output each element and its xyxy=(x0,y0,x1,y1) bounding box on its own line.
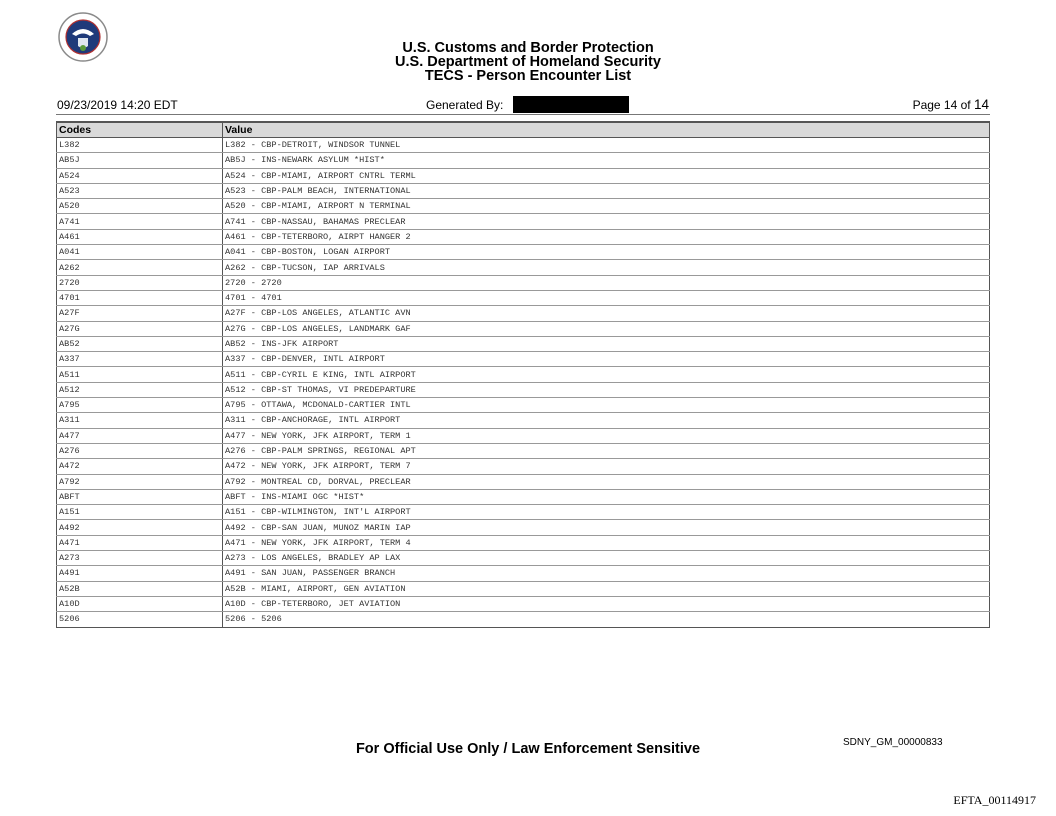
code-cell: A151 xyxy=(57,505,223,520)
value-cell: A311 - CBP-ANCHORAGE, INTL AIRPORT xyxy=(223,413,990,428)
value-cell: A524 - CBP-MIAMI, AIRPORT CNTRL TERML xyxy=(223,168,990,183)
value-cell: AB5J - INS-NEWARK ASYLUM *HIST* xyxy=(223,153,990,168)
table-row xyxy=(57,336,990,351)
value-cell: A520 - CBP-MIAMI, AIRPORT N TERMINAL xyxy=(223,199,990,214)
table-row xyxy=(57,153,990,168)
code-cell: AB5J xyxy=(57,153,223,168)
value-cell: A471 - NEW YORK, JFK AIRPORT, TERM 4 xyxy=(223,535,990,550)
bates-number: SDNY_GM_00000833 xyxy=(843,737,943,748)
table-row xyxy=(57,581,990,596)
table-row xyxy=(57,535,990,550)
code-cell: A511 xyxy=(57,367,223,382)
footer-notice: For Official Use Only / Law Enforcement Sensitive xyxy=(355,741,701,757)
code-cell: A792 xyxy=(57,474,223,489)
table-row xyxy=(57,199,990,214)
table-row xyxy=(57,183,990,198)
table-row xyxy=(57,566,990,581)
code-cell: ABFT xyxy=(57,489,223,504)
value-cell: A262 - CBP-TUCSON, IAP ARRIVALS xyxy=(223,260,990,275)
code-cell: 5206 xyxy=(57,612,223,627)
code-cell: A472 xyxy=(57,459,223,474)
table-row xyxy=(57,321,990,336)
report-title: TECS - Person Encounter List xyxy=(424,68,632,84)
table-row xyxy=(57,290,990,305)
value-cell: A477 - NEW YORK, JFK AIRPORT, TERM 1 xyxy=(223,428,990,443)
table-row xyxy=(57,413,990,428)
code-cell: A262 xyxy=(57,260,223,275)
value-cell: A276 - CBP-PALM SPRINGS, REGIONAL APT xyxy=(223,443,990,458)
value-cell: A492 - CBP-SAN JUAN, MUNOZ MARIN IAP xyxy=(223,520,990,535)
code-cell: A461 xyxy=(57,229,223,244)
code-cell: A276 xyxy=(57,443,223,458)
value-cell: 2720 - 2720 xyxy=(223,275,990,290)
value-cell: AB52 - INS-JFK AIRPORT xyxy=(223,336,990,351)
table-row xyxy=(57,489,990,504)
code-cell: A337 xyxy=(57,352,223,367)
code-cell: A741 xyxy=(57,214,223,229)
table-row xyxy=(57,474,990,489)
table-row xyxy=(57,596,990,611)
code-cell: A27G xyxy=(57,321,223,336)
column-header-codes: Codes xyxy=(57,122,223,138)
value-cell: 4701 - 4701 xyxy=(223,290,990,305)
code-cell: A27F xyxy=(57,306,223,321)
value-cell: A27F - CBP-LOS ANGELES, ATLANTIC AVN xyxy=(223,306,990,321)
redaction-box xyxy=(513,96,629,113)
value-cell: A10D - CBP-TETERBORO, JET AVIATION xyxy=(223,596,990,611)
table-row xyxy=(57,443,990,458)
value-cell: A041 - CBP-BOSTON, LOGAN AIRPORT xyxy=(223,245,990,260)
value-cell: A512 - CBP-ST THOMAS, VI PREDEPARTURE xyxy=(223,382,990,397)
code-cell: A041 xyxy=(57,245,223,260)
code-cell: A795 xyxy=(57,398,223,413)
table-row xyxy=(57,459,990,474)
code-cell: A273 xyxy=(57,551,223,566)
table-row xyxy=(57,520,990,535)
header-agency: U.S. Customs and Border Protection xyxy=(402,40,654,56)
value-cell: ABFT - INS-MIAMI OGC *HIST* xyxy=(223,489,990,504)
page-prefix: Page 14 of xyxy=(912,98,971,112)
table-row xyxy=(57,612,990,627)
code-cell: A520 xyxy=(57,199,223,214)
page-number xyxy=(913,97,989,112)
table-row xyxy=(57,168,990,183)
codes-table xyxy=(56,121,990,628)
value-cell: A795 - OTTAWA, MCDONALD-CARTIER INTL xyxy=(223,398,990,413)
table-row xyxy=(57,505,990,520)
value-cell: L382 - CBP-DETROIT, WINDSOR TUNNEL xyxy=(223,138,990,153)
value-cell: A337 - CBP-DENVER, INTL AIRPORT xyxy=(223,352,990,367)
code-cell: 2720 xyxy=(57,275,223,290)
generated-by-label: Generated By: xyxy=(426,98,504,112)
table-row xyxy=(57,551,990,566)
table-row xyxy=(57,214,990,229)
code-cell: A491 xyxy=(57,566,223,581)
page-total: 14 xyxy=(973,97,989,112)
table-row xyxy=(57,229,990,244)
report-datetime: 09/23/2019 14:20 EDT xyxy=(57,98,178,112)
table-row xyxy=(57,367,990,382)
code-cell: A492 xyxy=(57,520,223,535)
table-header-row xyxy=(57,122,990,138)
value-cell: A27G - CBP-LOS ANGELES, LANDMARK GAF xyxy=(223,321,990,336)
table-row xyxy=(57,260,990,275)
efta-number: EFTA_00114917 xyxy=(953,793,1036,807)
table-row xyxy=(57,352,990,367)
table-row xyxy=(57,398,990,413)
code-cell: A311 xyxy=(57,413,223,428)
code-cell: A524 xyxy=(57,168,223,183)
table-row xyxy=(57,138,990,153)
header-divider xyxy=(56,114,990,115)
value-cell: A461 - CBP-TETERBORO, AIRPT HANGER 2 xyxy=(223,229,990,244)
code-cell: A52B xyxy=(57,581,223,596)
header-department: U.S. Department of Homeland Security xyxy=(395,54,661,70)
value-cell: A491 - SAN JUAN, PASSENGER BRANCH xyxy=(223,566,990,581)
code-cell: AB52 xyxy=(57,336,223,351)
value-cell: A52B - MIAMI, AIRPORT, GEN AVIATION xyxy=(223,581,990,596)
value-cell: A151 - CBP-WILMINGTON, INT'L AIRPORT xyxy=(223,505,990,520)
code-cell: A10D xyxy=(57,596,223,611)
value-cell: 5206 - 5206 xyxy=(223,612,990,627)
value-cell: A792 - MONTREAL CD, DORVAL, PRECLEAR xyxy=(223,474,990,489)
column-header-value: Value xyxy=(223,122,990,138)
value-cell: A273 - LOS ANGELES, BRADLEY AP LAX xyxy=(223,551,990,566)
table-row xyxy=(57,428,990,443)
code-cell: A477 xyxy=(57,428,223,443)
table-row xyxy=(57,275,990,290)
value-cell: A523 - CBP-PALM BEACH, INTERNATIONAL xyxy=(223,183,990,198)
table-row xyxy=(57,245,990,260)
table-row xyxy=(57,306,990,321)
table-row xyxy=(57,382,990,397)
code-cell: A512 xyxy=(57,382,223,397)
value-cell: A741 - CBP-NASSAU, BAHAMAS PRECLEAR xyxy=(223,214,990,229)
code-cell: L382 xyxy=(57,138,223,153)
code-cell: A523 xyxy=(57,183,223,198)
value-cell: A472 - NEW YORK, JFK AIRPORT, TERM 7 xyxy=(223,459,990,474)
code-cell: A471 xyxy=(57,535,223,550)
code-cell: 4701 xyxy=(57,290,223,305)
value-cell: A511 - CBP-CYRIL E KING, INTL AIRPORT xyxy=(223,367,990,382)
